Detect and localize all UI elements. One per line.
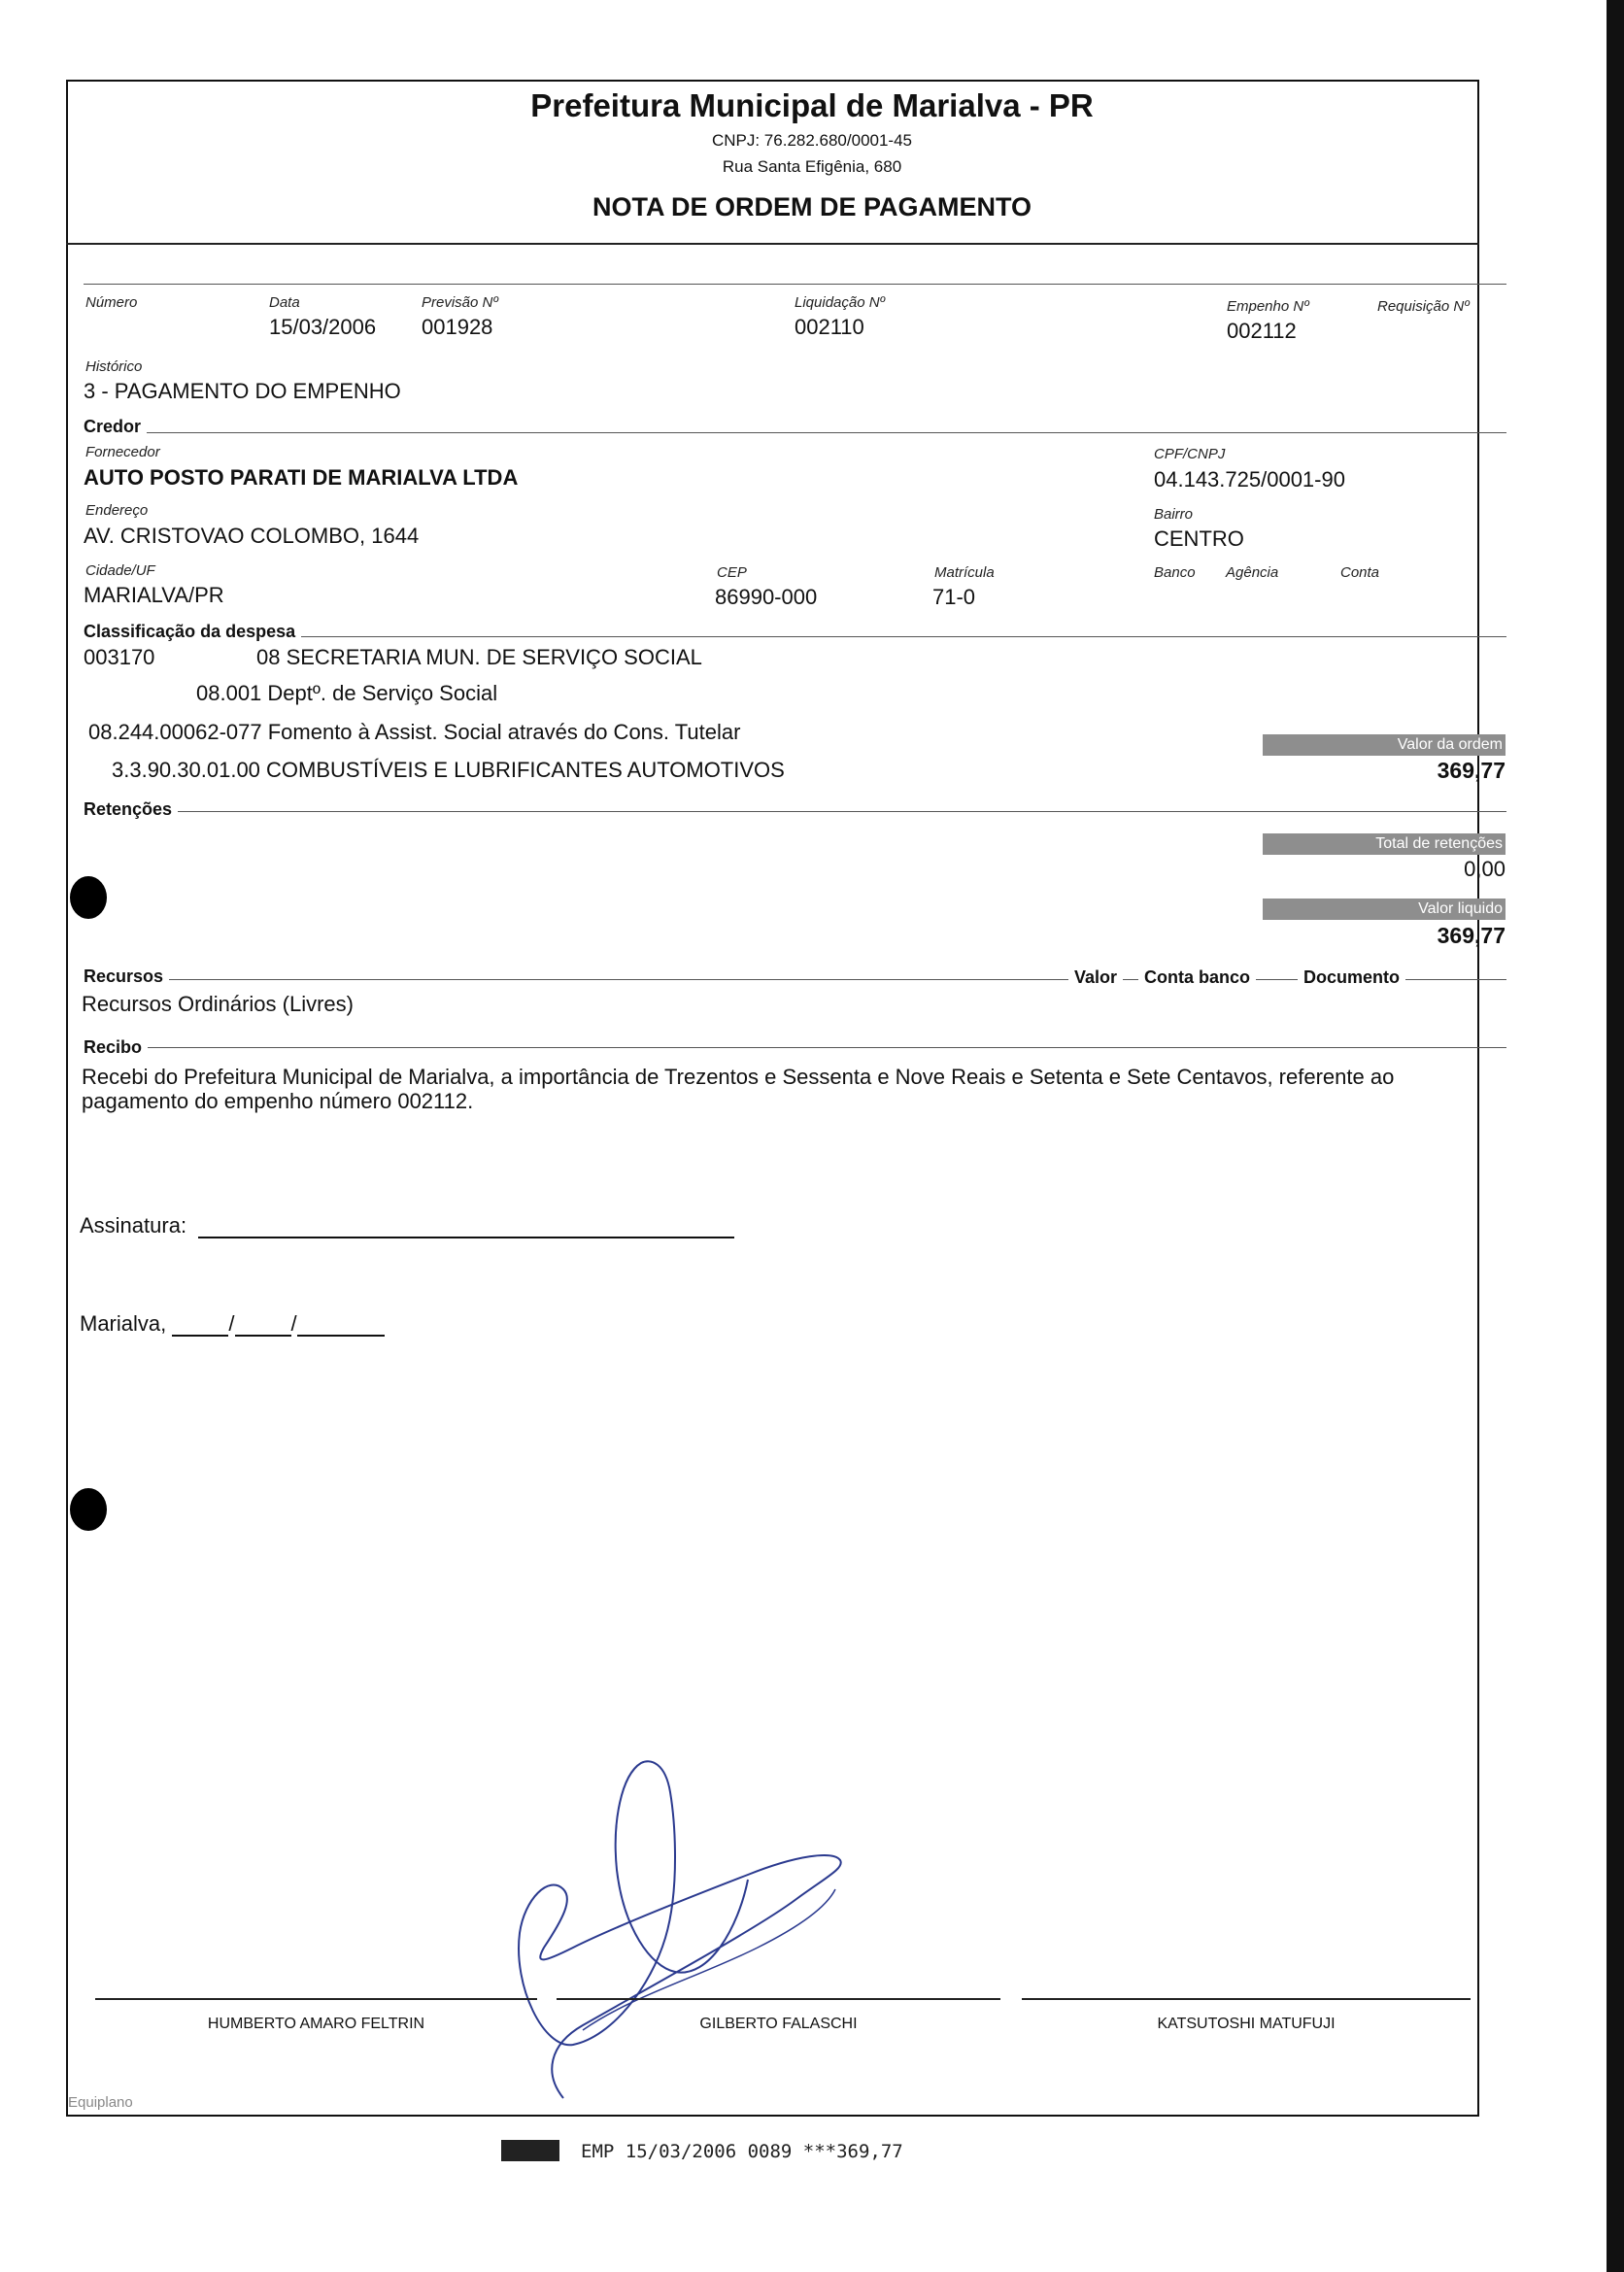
authentication-stamp: EMP 15/03/2006 0089 ***369,77 bbox=[581, 2141, 903, 2162]
agencia-label: Agência bbox=[1226, 564, 1279, 581]
empenho-value: 002112 bbox=[1227, 319, 1297, 343]
org-address: Rua Santa Efigênia, 680 bbox=[722, 157, 902, 176]
header-divider bbox=[66, 243, 1479, 245]
liquidacao-label: Liquidação Nº bbox=[795, 294, 886, 311]
bairro-label: Bairro bbox=[1154, 506, 1194, 523]
banco-label: Banco bbox=[1154, 564, 1196, 581]
cidade-value: MARIALVA/PR bbox=[84, 583, 224, 607]
credor-rule bbox=[84, 432, 1506, 433]
classificacao-line1: 08 SECRETARIA MUN. DE SERVIÇO SOCIAL bbox=[256, 645, 702, 669]
total-retencoes-label: Total de retenções bbox=[1263, 833, 1506, 855]
signature-line-2 bbox=[557, 1998, 1000, 2000]
recursos-valor-col: Valor bbox=[1068, 967, 1123, 988]
valor-ordem-label: Valor da ordem bbox=[1263, 734, 1506, 756]
punch-hole-top bbox=[70, 876, 107, 919]
signatory-2: GILBERTO FALASCHI bbox=[699, 2016, 858, 2032]
valor-liquido-value: 369,77 bbox=[1437, 923, 1506, 948]
fornecedor-value: AUTO POSTO PARATI DE MARIALVA LTDA bbox=[84, 465, 519, 490]
signatory-1: HUMBERTO AMARO FELTRIN bbox=[207, 2016, 425, 2032]
recibo-rule bbox=[84, 1047, 1506, 1048]
fields-divider bbox=[84, 284, 1506, 285]
historico-value: 3 - PAGAMENTO DO EMPENHO bbox=[84, 379, 401, 403]
day-blank bbox=[172, 1315, 228, 1337]
recursos-rule bbox=[84, 979, 1506, 980]
liquidacao-value: 002110 bbox=[795, 315, 864, 339]
date-row: Marialva, / / bbox=[80, 1311, 385, 1337]
previsao-label: Previsão Nº bbox=[422, 294, 498, 311]
bairro-value: CENTRO bbox=[1154, 526, 1244, 551]
assinatura-row bbox=[80, 1213, 734, 1238]
retencoes-rule bbox=[84, 811, 1506, 812]
classificacao-line3: 08.244.00062-077 Fomento à Assist. Social através do Cons. Tutelar bbox=[88, 720, 741, 744]
recursos-conta-banco-col: Conta banco bbox=[1138, 967, 1256, 988]
handwritten-signature bbox=[505, 1753, 971, 2113]
classificacao-line4: 3.3.90.30.01.00 COMBUSTÍVEIS E LUBRIFICANTES AUTOMOTIVOS bbox=[112, 758, 785, 782]
historico-label: Histórico bbox=[85, 358, 143, 375]
year-blank bbox=[297, 1315, 385, 1337]
fornecedor-label: Fornecedor bbox=[85, 444, 160, 460]
signature-line-1 bbox=[95, 1998, 537, 2000]
document-title: NOTA DE ORDEM DE PAGAMENTO bbox=[592, 192, 1032, 221]
month-blank bbox=[235, 1315, 291, 1337]
valor-ordem-value: 369,77 bbox=[1437, 758, 1506, 783]
conta-label: Conta bbox=[1340, 564, 1380, 581]
signature-line-3 bbox=[1022, 1998, 1471, 2000]
cpf-label: CPF/CNPJ bbox=[1154, 446, 1226, 462]
matricula-label: Matrícula bbox=[934, 564, 995, 581]
recursos-section: Recursos bbox=[84, 966, 169, 987]
assinatura-blank bbox=[198, 1217, 734, 1238]
requisicao-label: Requisição Nº bbox=[1377, 298, 1470, 315]
cep-value: 86990-000 bbox=[715, 585, 818, 609]
classificacao-code: 003170 bbox=[84, 645, 155, 669]
cep-label: CEP bbox=[717, 564, 747, 581]
signatory-3: KATSUTOSHI MATUFUJI bbox=[1157, 2016, 1336, 2032]
recursos-value: Recursos Ordinários (Livres) bbox=[82, 992, 354, 1016]
endereco-value: AV. CRISTOVAO COLOMBO, 1644 bbox=[84, 524, 420, 548]
numero-label: Número bbox=[85, 294, 138, 311]
retencoes-section: Retenções bbox=[84, 799, 178, 820]
empenho-label: Empenho Nº bbox=[1227, 298, 1309, 315]
credor-section: Credor bbox=[84, 417, 147, 437]
matricula-value: 71-0 bbox=[932, 585, 976, 609]
cidade-label: Cidade/UF bbox=[85, 562, 155, 579]
software-credit: Equiplano bbox=[68, 2094, 133, 2111]
total-retencoes-value: 0,00 bbox=[1464, 857, 1506, 881]
org-title: Prefeitura Municipal de Marialva - PR bbox=[530, 87, 1094, 123]
data-value: 15/03/2006 bbox=[269, 315, 377, 339]
cpf-value: 04.143.725/0001-90 bbox=[1154, 467, 1345, 492]
punch-hole-bottom bbox=[70, 1488, 107, 1531]
assinatura-label: Assinatura: bbox=[80, 1213, 187, 1238]
local-label: Marialva, bbox=[80, 1311, 167, 1336]
endereco-label: Endereço bbox=[85, 502, 149, 519]
recibo-text: Recebi do Prefeitura Municipal de Marialva, a importância de Trezentos e Sessenta e Nove Reais e Setenta e Sete Centavos, referente ao pagamento do empenho número 002112. bbox=[82, 1065, 1395, 1113]
previsao-value: 001928 bbox=[422, 315, 493, 339]
classificacao-line2: 08.001 Deptº. de Serviço Social bbox=[196, 681, 498, 705]
org-cnpj: CNPJ: 76.282.680/0001-45 bbox=[711, 131, 913, 150]
classificacao-section: Classificação da despesa bbox=[84, 622, 301, 642]
recibo-section: Recibo bbox=[84, 1037, 148, 1058]
stamp-mark bbox=[501, 2140, 559, 2161]
scan-edge bbox=[1607, 0, 1624, 2272]
data-label: Data bbox=[269, 294, 300, 311]
recursos-documento-col: Documento bbox=[1298, 967, 1405, 988]
valor-liquido-label: Valor liquido bbox=[1263, 899, 1506, 920]
